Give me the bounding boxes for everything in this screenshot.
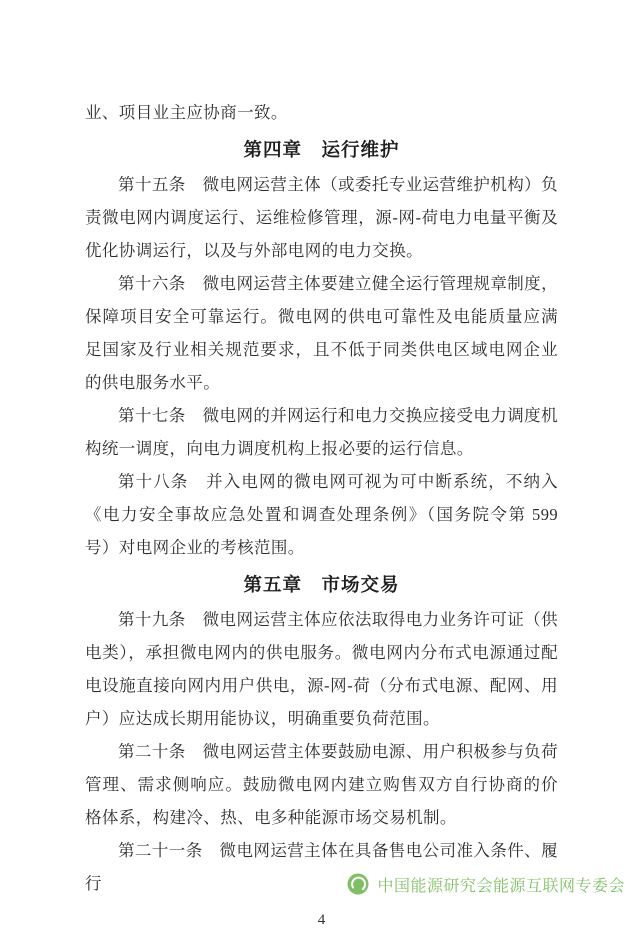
footer-org-name: 中国能源研究会能源互联网专委会 [377, 877, 625, 895]
paragraph-article-17: 第十七条 微电网的并网运行和电力交换应接受电力调度机构统一调度，向电力调度机构上报必要的运行信息。 [85, 406, 558, 458]
paragraph-article-21: 第二十一条 微电网运营主体在具备售电公司准入条件、履行 [85, 841, 558, 893]
paragraph-article-15: 第十五条 微电网运营主体（或委托专业运营维护机构）负责微电网内调度运行、运维检修管理，源-网-荷电力电量平衡及优化协调运行，以及与外部电网的电力交换。 [85, 175, 558, 260]
org-logo-icon [346, 872, 370, 896]
chapter-heading-5: 第五章 市场交易 [243, 574, 400, 595]
paragraph-article-18: 第十八条 并入电网的微电网可视为可中断系统，不纳入《电力安全事故应急处置和调查处理条例》（国务院令第 599 号）对电网企业的考核范围。 [85, 472, 558, 557]
footer-watermark [346, 872, 625, 896]
paragraph-continuation: 业、项目业主应协商一致。 [85, 103, 288, 122]
chapter-heading-4: 第四章 运行维护 [243, 139, 400, 160]
paragraph-article-20: 第二十条 微电网运营主体要鼓励电源、用户积极参与负荷管理、需求侧响应。鼓励微电网内建立购售双方自行协商的价格体系，构建冷、热、电多种能源市场交易机制。 [85, 742, 558, 827]
paragraph-article-19: 第十九条 微电网运营主体应依法取得电力业务许可证（供电类），承担微电网内的供电服务。微电网内分布式电源通过配电设施直接向网内用户供电，源-网-荷（分布式电源、配网、用户）应达成长期用能协议，明确重要负荷范围。 [85, 610, 558, 728]
paragraph-article-16: 第十六条 微电网运营主体要建立健全运行管理规章制度，保障项目安全可靠运行。微电网的供电可靠性及电能质量应满足国家及行业相关规范要求，且不低于同类供电区域电网企业的供电服务水平。 [85, 274, 558, 392]
page-number: 4 [317, 912, 326, 928]
